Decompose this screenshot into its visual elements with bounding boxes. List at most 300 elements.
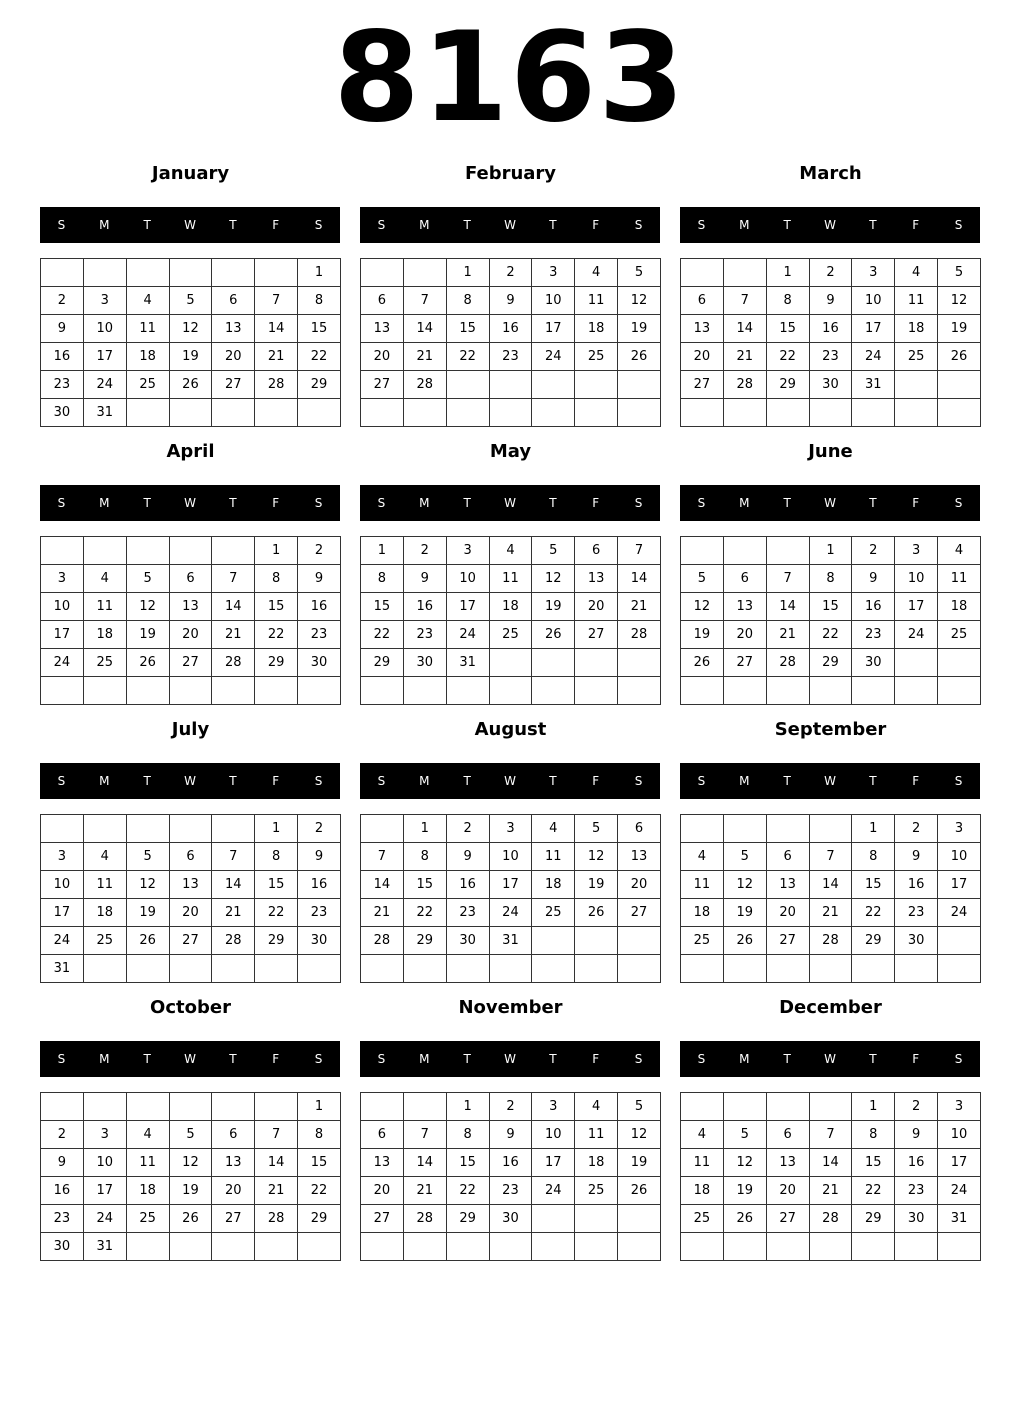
day-cell: 18 — [489, 593, 532, 621]
day-cell: 29 — [766, 371, 809, 399]
day-cell: 23 — [41, 1205, 84, 1233]
day-cell: 3 — [446, 537, 489, 565]
day-cell: 9 — [403, 565, 446, 593]
week-row — [361, 871, 661, 899]
day-cell: 6 — [169, 843, 212, 871]
empty-cell — [169, 955, 212, 983]
day-cell: 19 — [618, 315, 661, 343]
day-cell: 3 — [938, 1093, 981, 1121]
empty-cell — [575, 955, 618, 983]
week-row — [361, 1177, 661, 1205]
day-cell: 2 — [852, 537, 895, 565]
day-cell: 3 — [895, 537, 938, 565]
day-cell: 17 — [938, 871, 981, 899]
day-cell: 18 — [83, 899, 126, 927]
day-cell: 25 — [489, 621, 532, 649]
day-cell: 6 — [169, 565, 212, 593]
day-cell: 21 — [361, 899, 404, 927]
empty-cell — [575, 1205, 618, 1233]
day-cell: 16 — [895, 871, 938, 899]
empty-cell — [255, 399, 298, 427]
day-cell: 22 — [255, 899, 298, 927]
day-cell: 18 — [126, 343, 169, 371]
day-cell: 5 — [723, 843, 766, 871]
day-cell: 9 — [41, 315, 84, 343]
day-cell: 23 — [809, 343, 852, 371]
empty-cell — [298, 677, 341, 705]
day-cell: 5 — [723, 1121, 766, 1149]
day-cell: 11 — [83, 871, 126, 899]
empty-cell — [681, 815, 724, 843]
empty-cell — [575, 927, 618, 955]
day-cell: 23 — [298, 899, 341, 927]
day-cell: 11 — [895, 287, 938, 315]
day-cell: 17 — [83, 343, 126, 371]
empty-cell — [361, 955, 404, 983]
weekday-label: W — [824, 218, 836, 232]
day-cell: 11 — [489, 565, 532, 593]
week-row — [361, 1205, 661, 1233]
weekday-label: W — [184, 496, 196, 510]
week-row — [681, 565, 981, 593]
month-name: July — [171, 719, 210, 740]
week-row — [361, 537, 661, 565]
day-cell: 16 — [489, 1149, 532, 1177]
day-cell: 18 — [681, 899, 724, 927]
day-cell: 24 — [852, 343, 895, 371]
week-row — [41, 343, 341, 371]
day-cell: 3 — [489, 815, 532, 843]
day-cell: 20 — [681, 343, 724, 371]
day-cell: 21 — [809, 1177, 852, 1205]
empty-cell — [41, 815, 84, 843]
day-cell: 25 — [575, 1177, 618, 1205]
day-cell: 15 — [255, 871, 298, 899]
empty-cell — [723, 1233, 766, 1261]
day-grid — [680, 1092, 981, 1261]
empty-cell — [723, 815, 766, 843]
day-cell: 26 — [532, 621, 575, 649]
day-cell: 4 — [575, 259, 618, 287]
day-cell: 2 — [41, 1121, 84, 1149]
empty-cell — [681, 259, 724, 287]
empty-cell — [489, 1233, 532, 1261]
day-cell: 11 — [938, 565, 981, 593]
empty-cell — [938, 399, 981, 427]
weekday-label: S — [634, 774, 643, 788]
weekday-label: S — [57, 1052, 66, 1066]
day-cell: 15 — [298, 1149, 341, 1177]
day-cell: 27 — [575, 621, 618, 649]
day-cell: 30 — [895, 927, 938, 955]
weekday-label: S — [634, 1052, 643, 1066]
day-cell: 10 — [41, 593, 84, 621]
day-cell: 16 — [446, 871, 489, 899]
day-cell: 15 — [446, 315, 489, 343]
day-cell: 18 — [575, 315, 618, 343]
empty-cell — [446, 1233, 489, 1261]
day-cell: 28 — [723, 371, 766, 399]
day-cell: 11 — [126, 1149, 169, 1177]
day-grid — [40, 258, 341, 427]
day-cell: 10 — [83, 1149, 126, 1177]
day-cell: 27 — [723, 649, 766, 677]
empty-cell — [766, 955, 809, 983]
day-cell: 14 — [255, 315, 298, 343]
empty-cell — [618, 955, 661, 983]
weekday-label: W — [824, 496, 836, 510]
day-cell: 4 — [895, 259, 938, 287]
week-row — [41, 287, 341, 315]
day-cell: 22 — [852, 899, 895, 927]
day-cell: 16 — [403, 593, 446, 621]
empty-cell — [618, 399, 661, 427]
empty-cell — [723, 1093, 766, 1121]
empty-cell — [41, 677, 84, 705]
weekday-header — [680, 207, 980, 243]
day-cell: 2 — [809, 259, 852, 287]
day-cell: 20 — [169, 621, 212, 649]
week-row — [681, 955, 981, 983]
empty-cell — [532, 677, 575, 705]
day-cell: 29 — [852, 1205, 895, 1233]
day-cell: 21 — [403, 1177, 446, 1205]
day-cell: 5 — [681, 565, 724, 593]
weekday-label: M — [419, 774, 430, 788]
day-cell: 2 — [895, 815, 938, 843]
day-cell: 27 — [169, 927, 212, 955]
week-row — [681, 927, 981, 955]
day-cell: 28 — [212, 649, 255, 677]
weekday-label: F — [592, 218, 600, 232]
week-row — [41, 1177, 341, 1205]
empty-cell — [489, 371, 532, 399]
empty-cell — [575, 371, 618, 399]
week-row — [681, 899, 981, 927]
day-cell: 23 — [403, 621, 446, 649]
weekday-label: F — [912, 1052, 920, 1066]
empty-cell — [212, 815, 255, 843]
day-cell: 20 — [575, 593, 618, 621]
week-row — [681, 315, 981, 343]
weekday-label: T — [869, 496, 877, 510]
empty-cell — [575, 1233, 618, 1261]
empty-cell — [575, 677, 618, 705]
weekday-label: F — [592, 774, 600, 788]
day-cell: 6 — [723, 565, 766, 593]
day-cell: 28 — [403, 1205, 446, 1233]
day-cell: 26 — [681, 649, 724, 677]
day-cell: 23 — [298, 621, 341, 649]
empty-cell — [766, 399, 809, 427]
day-cell: 30 — [446, 927, 489, 955]
weekday-label: T — [229, 218, 237, 232]
weekday-label: T — [783, 1052, 791, 1066]
day-cell: 30 — [489, 1205, 532, 1233]
week-row — [361, 1233, 661, 1261]
empty-cell — [126, 537, 169, 565]
day-grid — [680, 536, 981, 705]
empty-cell — [83, 677, 126, 705]
day-cell: 10 — [446, 565, 489, 593]
day-cell: 10 — [938, 843, 981, 871]
day-cell: 6 — [575, 537, 618, 565]
day-cell: 3 — [852, 259, 895, 287]
day-cell: 15 — [403, 871, 446, 899]
weekday-header — [40, 1041, 340, 1077]
month-name: March — [799, 163, 862, 184]
week-row — [41, 1093, 341, 1121]
day-cell: 9 — [489, 1121, 532, 1149]
day-cell: 26 — [938, 343, 981, 371]
weekday-label: T — [229, 496, 237, 510]
day-cell: 28 — [618, 621, 661, 649]
empty-cell — [852, 955, 895, 983]
week-row — [41, 315, 341, 343]
day-cell: 25 — [126, 1205, 169, 1233]
empty-cell — [532, 399, 575, 427]
weekday-label: S — [314, 218, 323, 232]
empty-cell — [723, 399, 766, 427]
day-cell: 6 — [766, 1121, 809, 1149]
weekday-label: M — [419, 1052, 430, 1066]
empty-cell — [938, 649, 981, 677]
week-row — [41, 1205, 341, 1233]
day-cell: 8 — [255, 843, 298, 871]
month-name: November — [458, 997, 563, 1018]
day-cell: 13 — [361, 315, 404, 343]
day-cell: 26 — [126, 649, 169, 677]
weekday-label: S — [954, 1052, 963, 1066]
day-cell: 30 — [298, 649, 341, 677]
day-cell: 15 — [255, 593, 298, 621]
weekday-label: M — [419, 218, 430, 232]
day-cell: 6 — [212, 287, 255, 315]
weekday-label: M — [739, 774, 750, 788]
weekday-label: S — [377, 774, 386, 788]
weekday-label: S — [377, 1052, 386, 1066]
day-cell: 25 — [83, 927, 126, 955]
weekday-label: W — [504, 774, 516, 788]
day-cell: 1 — [766, 259, 809, 287]
empty-cell — [255, 677, 298, 705]
weekday-label: S — [57, 496, 66, 510]
day-cell: 19 — [681, 621, 724, 649]
day-cell: 17 — [532, 315, 575, 343]
day-cell: 22 — [403, 899, 446, 927]
day-cell: 13 — [766, 871, 809, 899]
day-cell: 24 — [446, 621, 489, 649]
week-row — [681, 593, 981, 621]
empty-cell — [255, 1233, 298, 1261]
empty-cell — [895, 677, 938, 705]
day-cell: 14 — [255, 1149, 298, 1177]
day-cell: 12 — [126, 871, 169, 899]
day-cell: 30 — [41, 399, 84, 427]
empty-cell — [255, 259, 298, 287]
day-cell: 9 — [489, 287, 532, 315]
day-cell: 17 — [852, 315, 895, 343]
day-cell: 11 — [575, 1121, 618, 1149]
weekday-label: T — [869, 218, 877, 232]
week-row — [361, 343, 661, 371]
year-title: 8163 — [333, 6, 687, 150]
week-row — [681, 871, 981, 899]
weekday-label: T — [463, 774, 471, 788]
weekday-header — [360, 763, 660, 799]
day-cell: 14 — [809, 871, 852, 899]
day-cell: 14 — [723, 315, 766, 343]
day-cell: 1 — [298, 1093, 341, 1121]
day-cell: 24 — [895, 621, 938, 649]
day-cell: 6 — [361, 1121, 404, 1149]
week-row — [681, 1177, 981, 1205]
week-row — [41, 677, 341, 705]
day-cell: 1 — [852, 815, 895, 843]
day-cell: 29 — [255, 927, 298, 955]
day-grid — [360, 814, 661, 983]
day-cell: 31 — [83, 399, 126, 427]
empty-cell — [126, 677, 169, 705]
day-cell: 1 — [361, 537, 404, 565]
day-cell: 23 — [489, 343, 532, 371]
day-cell: 3 — [41, 565, 84, 593]
day-cell: 22 — [298, 343, 341, 371]
day-cell: 22 — [446, 1177, 489, 1205]
weekday-label: W — [184, 774, 196, 788]
day-cell: 16 — [895, 1149, 938, 1177]
empty-cell — [681, 1233, 724, 1261]
day-cell: 10 — [938, 1121, 981, 1149]
day-cell: 5 — [575, 815, 618, 843]
week-row — [41, 593, 341, 621]
day-cell: 6 — [361, 287, 404, 315]
day-cell: 2 — [446, 815, 489, 843]
week-row — [681, 371, 981, 399]
empty-cell — [361, 677, 404, 705]
empty-cell — [446, 677, 489, 705]
day-cell: 7 — [255, 1121, 298, 1149]
week-row — [681, 537, 981, 565]
day-cell: 11 — [681, 871, 724, 899]
day-cell: 5 — [169, 1121, 212, 1149]
day-cell: 23 — [895, 1177, 938, 1205]
day-cell: 15 — [852, 1149, 895, 1177]
weekday-header — [680, 485, 980, 521]
week-row — [361, 565, 661, 593]
empty-cell — [723, 259, 766, 287]
day-cell: 1 — [255, 815, 298, 843]
month-name: February — [464, 163, 557, 184]
day-cell: 13 — [766, 1149, 809, 1177]
day-cell: 19 — [618, 1149, 661, 1177]
empty-cell — [809, 1233, 852, 1261]
day-cell: 28 — [255, 1205, 298, 1233]
week-row — [41, 371, 341, 399]
day-cell: 6 — [212, 1121, 255, 1149]
empty-cell — [212, 537, 255, 565]
day-cell: 28 — [766, 649, 809, 677]
weekday-label: S — [954, 496, 963, 510]
empty-cell — [169, 815, 212, 843]
day-cell: 11 — [126, 315, 169, 343]
weekday-label: T — [463, 1052, 471, 1066]
weekday-label: S — [377, 496, 386, 510]
day-cell: 15 — [809, 593, 852, 621]
day-cell: 28 — [809, 927, 852, 955]
day-cell: 3 — [532, 259, 575, 287]
day-cell: 21 — [723, 343, 766, 371]
day-cell: 27 — [681, 371, 724, 399]
day-cell: 30 — [895, 1205, 938, 1233]
day-cell: 31 — [938, 1205, 981, 1233]
day-cell: 17 — [532, 1149, 575, 1177]
day-cell: 30 — [41, 1233, 84, 1261]
day-cell: 16 — [41, 1177, 84, 1205]
week-row — [41, 927, 341, 955]
empty-cell — [212, 1093, 255, 1121]
day-cell: 13 — [212, 1149, 255, 1177]
empty-cell — [169, 1093, 212, 1121]
day-cell: 8 — [361, 565, 404, 593]
day-cell: 18 — [681, 1177, 724, 1205]
weekday-label: F — [592, 1052, 600, 1066]
empty-cell — [938, 677, 981, 705]
day-cell: 20 — [212, 343, 255, 371]
day-cell: 14 — [403, 1149, 446, 1177]
day-cell: 30 — [852, 649, 895, 677]
day-cell: 29 — [809, 649, 852, 677]
weekday-label: S — [377, 218, 386, 232]
day-cell: 13 — [723, 593, 766, 621]
empty-cell — [83, 815, 126, 843]
empty-cell — [126, 259, 169, 287]
day-cell: 17 — [938, 1149, 981, 1177]
empty-cell — [169, 677, 212, 705]
empty-cell — [895, 399, 938, 427]
day-cell: 5 — [618, 1093, 661, 1121]
empty-cell — [723, 677, 766, 705]
weekday-label: T — [783, 496, 791, 510]
empty-cell — [489, 399, 532, 427]
day-cell: 31 — [83, 1233, 126, 1261]
day-cell: 4 — [83, 843, 126, 871]
day-cell: 26 — [126, 927, 169, 955]
weekday-label: S — [634, 496, 643, 510]
weekday-label: F — [912, 496, 920, 510]
weekday-label: T — [783, 218, 791, 232]
day-cell: 2 — [489, 259, 532, 287]
day-cell: 27 — [766, 927, 809, 955]
day-cell: 12 — [126, 593, 169, 621]
empty-cell — [361, 1233, 404, 1261]
day-grid — [40, 536, 341, 705]
empty-cell — [575, 649, 618, 677]
empty-cell — [446, 399, 489, 427]
day-cell: 12 — [723, 871, 766, 899]
empty-cell — [361, 259, 404, 287]
empty-cell — [255, 1093, 298, 1121]
day-cell: 28 — [361, 927, 404, 955]
day-cell: 7 — [766, 565, 809, 593]
day-cell: 24 — [83, 1205, 126, 1233]
day-cell: 3 — [938, 815, 981, 843]
weekday-label: S — [314, 496, 323, 510]
day-cell: 20 — [169, 899, 212, 927]
day-cell: 10 — [532, 287, 575, 315]
day-cell: 21 — [809, 899, 852, 927]
day-cell: 9 — [446, 843, 489, 871]
